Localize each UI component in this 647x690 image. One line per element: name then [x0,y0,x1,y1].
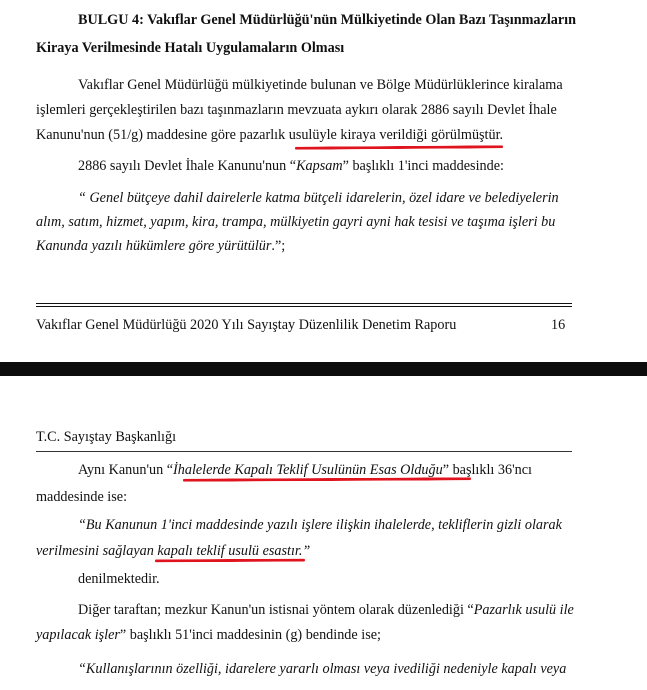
text-span: Diğer taraftan; mezkur Kanun'un istisnai yöntem olarak düzenlediği “ [78,602,474,618]
paragraph-line: Vakıflar Genel Müdürlüğü mülkiyetinde bulunan ve Bölge Müdürlüklerince kiralama [78,77,563,93]
page-header: T.C. Sayıştay Başkanlığı [36,429,177,445]
text-span: ” başlıklı 36'ncı [442,462,532,478]
italic-span: Kanunda yazılı hükümlere göre yürütülür [36,238,272,254]
red-underline [155,559,305,563]
red-underline [183,477,471,482]
quote-mark: “ [78,190,90,206]
text-span: Aynı Kanun'un “ [78,462,174,478]
footer-rule [36,306,572,307]
page-number: 16 [551,317,566,333]
paragraph-line [78,157,504,175]
text-span: ” başlıklı 51'inci maddesinin (g) bendinde ise; [119,627,381,643]
italic-span: Pazarlık usulü ile [473,602,574,618]
paragraph-line: denilmektedir. [78,571,160,587]
finding-title-line2: Kiraya Verilmesinde Hatalı Uygulamaların Olması [36,40,345,56]
italic-span: İhalelerde Kapalı Teklif Usulünün Esas Olduğu [173,462,443,478]
text-span: .”; [271,238,286,254]
paragraph-line: maddesinde ise: [36,489,128,505]
text-span: 2886 sayılı Devlet İhale Kanunu'nun “ [78,158,297,174]
red-underline [295,145,503,149]
quote-line: “Kullanışlarının özelliği, idarelere yararlı olması veya ivediliği nedeniyle kapalı veya [78,661,567,677]
text-span: ” başlıklı 1'inci maddesinde: [342,158,504,174]
footer-rule [36,303,572,304]
header-rule [36,451,572,452]
quote-line [36,237,285,255]
paragraph-line [78,601,574,619]
footer-title: Vakıflar Genel Müdürlüğü 2020 Yılı Sayıştay Düzenlilik Denetim Raporu [36,317,457,333]
quote-line: alım, satım, hizmet, yapım, kira, trampa, mülkiyetin gayri ayni hak tesisi ve taşıma işleri bu [36,214,556,230]
italic-span: yapılacak işler [36,627,120,643]
finding-title-line1: BULGU 4: Vakıflar Genel Müdürlüğü'nün Mülkiyetinde Olan Bazı Taşınmazların [78,12,576,28]
paragraph-line [36,626,381,644]
quote-line [78,189,559,207]
page-separator [0,362,647,376]
italic-span: Kapsam [296,158,343,174]
quote-line: verilmesini sağlayan kapalı teklif usulü esastır.” [36,543,311,559]
paragraph-line: işlemleri gerçekleştirilen bazı taşınmazların mevzuata aykırı olarak 2886 sayılı Devlet İhale [36,102,557,118]
quote-line: “Bu Kanunun 1'inci maddesinde yazılı işlere ilişkin ihalelerde, tekliflerin gizli olarak [78,517,562,533]
text-span: Genel bütçeye dahil dairelerle katma bütçeli idarelerin, özel idare ve belediyelerin [89,190,559,206]
paragraph-line: Kanunu'nun (51/g) maddesine göre pazarlık usulüyle kiraya verildiği görülmüştür. [36,127,504,143]
